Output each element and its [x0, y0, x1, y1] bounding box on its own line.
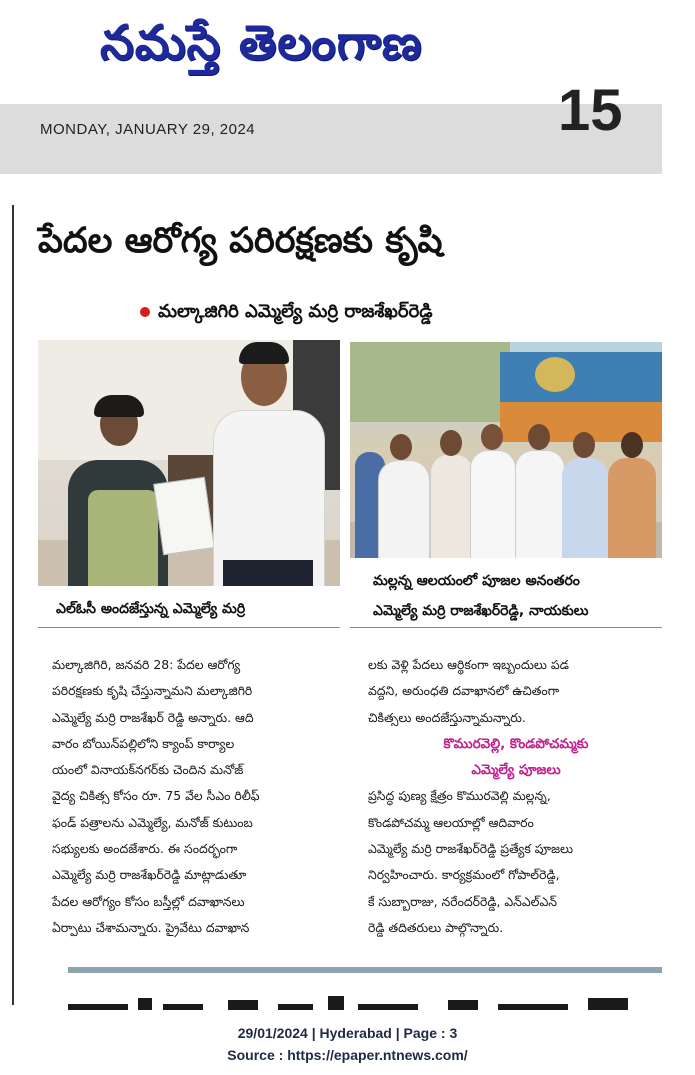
issue-date: MONDAY, JANUARY 29, 2024	[40, 121, 256, 138]
article-body-right	[368, 652, 664, 941]
body-line: రెడ్డి తదితరులు పాల్గొన్నారు.	[368, 919, 504, 935]
date-band	[0, 78, 662, 174]
body-line: వైద్య చికిత్స కోసం రూ. 75 వేల సీఎం రిలీఫ్	[52, 788, 260, 804]
body-line: ఏర్పాటు చేశామన్నారు. ప్రైవేటు దవాఖాన	[52, 919, 250, 935]
body-line: వారం బోయిన్‌పల్లిలోని క్యాంప్ కార్యాల	[52, 735, 235, 751]
column-rule	[12, 205, 14, 1005]
photo-caption-right-line1: మల్లన్న ఆలయంలో పూజల అనంతరం	[373, 573, 580, 589]
photo-caption-right-line2: ఎమ్మెల్యే మర్రి రాజశేఖర్‌రెడ్డి, నాయకులు	[373, 603, 589, 619]
body-line: పేదల ఆరోగ్యం కోసం బస్తీల్లో దవాఖానలు	[52, 893, 245, 909]
sub-headline-line1: కొమురవెల్లి, కొండపోచమ్మకు	[443, 735, 589, 752]
body-line: వద్దని, అరుంధతి దవాఖానలో ఉచితంగా	[368, 683, 560, 699]
body-line: చికిత్సలు అందజేస్తున్నామన్నారు.	[368, 709, 526, 725]
body-line: ఫండ్ పత్రాలను ఎమ్మెల్యే, మనోజ్ కుటుంబ	[52, 814, 253, 830]
body-line: పరిరక్షణకు కృషి చేస్తున్నామని మల్కాజిగిరి	[52, 683, 253, 699]
footer-date-page: 29/01/2024 | Hyderabad | Page : 3	[237, 1025, 458, 1041]
article-headline: పేదల ఆరోగ్య పరిరక్షణకు కృషి	[38, 221, 443, 261]
caption-divider-right	[350, 627, 662, 628]
body-line: లకు వెళ్లి పేదలు ఆర్థికంగా ఇబ్బందులు పడ	[368, 657, 569, 672]
body-line: కొండపోచమ్మ ఆలయాల్లో ఆదివారం	[368, 814, 534, 830]
page-number: 15	[558, 78, 623, 143]
body-line: కే సుబ్బారాజు, నరేందర్‌రెడ్డి, ఎన్‌ఎల్‌ఎన్	[368, 893, 557, 909]
section-divider-bar	[68, 967, 662, 973]
subhead-text: మల్కాజిగిరి ఎమ్మెల్యే మర్రి రాజశేఖర్‌రెడ్డి	[158, 301, 433, 322]
body-line: సభ్యులకు అందజేశారు. ఈ సందర్భంగా	[52, 841, 238, 857]
body-line: యంలో వినాయక్‌నగర్‌కు చెందిన మనోజ్	[52, 762, 244, 778]
body-line: ప్రసిద్ధ పుణ్య క్షేత్రం కొమురవెల్లి మల్లన్న,	[368, 788, 551, 804]
photo-caption-left: ఎల్‌ఓసీ అందజేస్తున్న ఎమ్మెల్యే మర్రి	[56, 601, 246, 617]
cropped-headline-strip	[68, 990, 662, 1012]
masthead-logo: నమస్తే తెలంగాణ	[100, 15, 423, 71]
photo-temple-group	[350, 342, 662, 558]
article-subhead	[140, 295, 570, 329]
body-line: నిర్వహించారు. కార్యక్రమంలో గోపాల్‌రెడ్డి,	[368, 867, 560, 883]
body-line: ఎమ్మెల్యే మర్రి రాజశేఖర్‌రెడ్డి మాట్లాడుతూ	[52, 867, 247, 883]
body-line: ఎమ్మెల్యే మర్రి రాజశేఖర్ రెడ్డి అన్నారు. ఆది	[52, 709, 254, 725]
footer-source-link[interactable]: Source : https://epaper.ntnews.com/	[227, 1047, 468, 1063]
bullet-icon	[140, 307, 150, 317]
body-line: ఎమ్మెల్యే మర్రి రాజశేఖర్‌రెడ్డి ప్రత్యేక పూజలు	[368, 841, 574, 857]
photo-loc-handover	[38, 340, 340, 586]
caption-divider-left	[38, 627, 340, 628]
footer	[0, 1022, 695, 1066]
sub-headline-line2: ఎమ్మెల్యే పూజలు	[471, 762, 561, 779]
body-line: మల్కాజిగిరి, జనవరి 28: పేదల ఆరోగ్య	[52, 657, 241, 672]
article-body-left	[52, 652, 342, 941]
